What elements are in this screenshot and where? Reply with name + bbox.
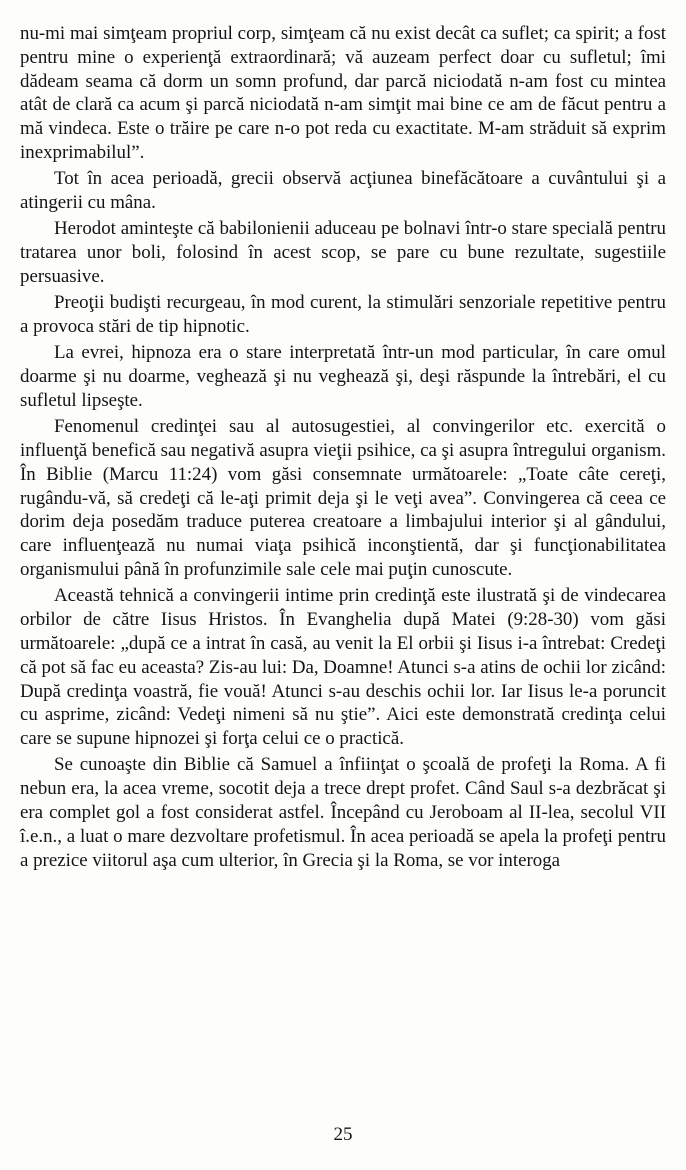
paragraph-buddhist-priests: Preoţii budişti recurgeau, în mod curent, la stimulări senzoriale repetitive pentru a provoca stări de tip hipnotic. bbox=[20, 292, 666, 338]
paragraph-herodot: Herodot aminteşte că babilonienii aduceau pe bolnavi într-o stare specială pentru tratarea unor boli, folosind în acest scop, se pare cu bune rezultate, sugestiile persuasive. bbox=[20, 218, 666, 287]
paragraph-continuation: nu-mi mai simţeam propriul corp, simţeam că nu exist decât ca suflet; ca spirit; a fost pentru mine o experienţă extraordinară; vă auzeam perfect doar cu sufletul; îmi dădeam seama că dorm un somn profund, dar parcă niciodată n-am fost cu mintea atât de clară ca acum şi parcă niciodată n-am simţit mai bine ce am de făcut pentru a mă vindeca. Este o trăire pe care n-o pot reda cu exactitate. M-am străduit să exprim inexprimabilul”. bbox=[20, 23, 666, 163]
paragraph-faith-phenomenon: Fenomenul credinţei sau al autosugestiei, al convingerilor etc. exercită o influenţă benefică sau negativă asupra vieţii psihice, ca şi asupra întregului organism. În Biblie (Marcu 11:24) vom găsi consemnate următoarele: „Toate câte cereţi, rugându-vă, să credeţi că le-aţi primit deja şi le veţi avea”. Convingerea că ceea ce dorim deja posedăm traduce puterea creatoare a limbajului interior şi al gândului, care influenţează nu numai viaţa psihică inconştientă, dar şi funcţionabilitatea organismului până în profunzimile sale cele mai puţin cunoscute. bbox=[20, 416, 666, 581]
paragraph-greeks: Tot în acea perioadă, grecii observă acţiunea binefăcătoare a cuvântului şi a atingerii cu mâna. bbox=[20, 168, 666, 214]
page-number: 25 bbox=[333, 1124, 353, 1145]
body-text bbox=[20, 22, 666, 872]
paragraph-healing-blind: Această tehnică a convingerii intime prin credinţă este ilustrată şi de vindecarea orbilor de către Iisus Hristos. În Evanghelia după Matei (9:28-30) vom găsi următoarele: „după ce a intrat în casă, au venit la El orbii şi Iisus i-a întrebat: Credeţi că pot să fac eu aceasta? Zis-au lui: Da, Doamne! Atunci s-a atins de ochii lor zicând: După credinţa voastră, fie vouă! Atunci s-au deschis ochii lor. Iar Iisus le-a poruncit cu asprime, zicând: Vedeţi nimeni să nu ştie”. Aici este demonstrată credinţa celui care se supune hipnozei şi forţa celui ce o practică. bbox=[20, 585, 666, 750]
paragraph-samuel-prophets: Se cunoaşte din Biblie că Samuel a înfiinţat o şcoală de profeţi la Roma. A fi nebun era, la acea vreme, socotit deja a trece drept profet. Când Saul s-a dezbrăcat şi era complet gol a fost considerat astfel. Începând cu Jeroboam al II-lea, secolul VII î.e.n., a luat o mare dezvoltare profetismul. În acea perioadă se apela la profeţi pentru a prezice viitorul aşa cum ulterior, în Grecia şi la Roma, se vor interoga bbox=[20, 754, 666, 871]
paragraph-hebrews: La evrei, hipnoza era o stare interpretată într-un mod particular, în care omul doarme şi nu doarme, veghează şi nu veghează şi, deşi răspunde la întrebări, el cu sufletul lipseşte. bbox=[20, 342, 666, 411]
